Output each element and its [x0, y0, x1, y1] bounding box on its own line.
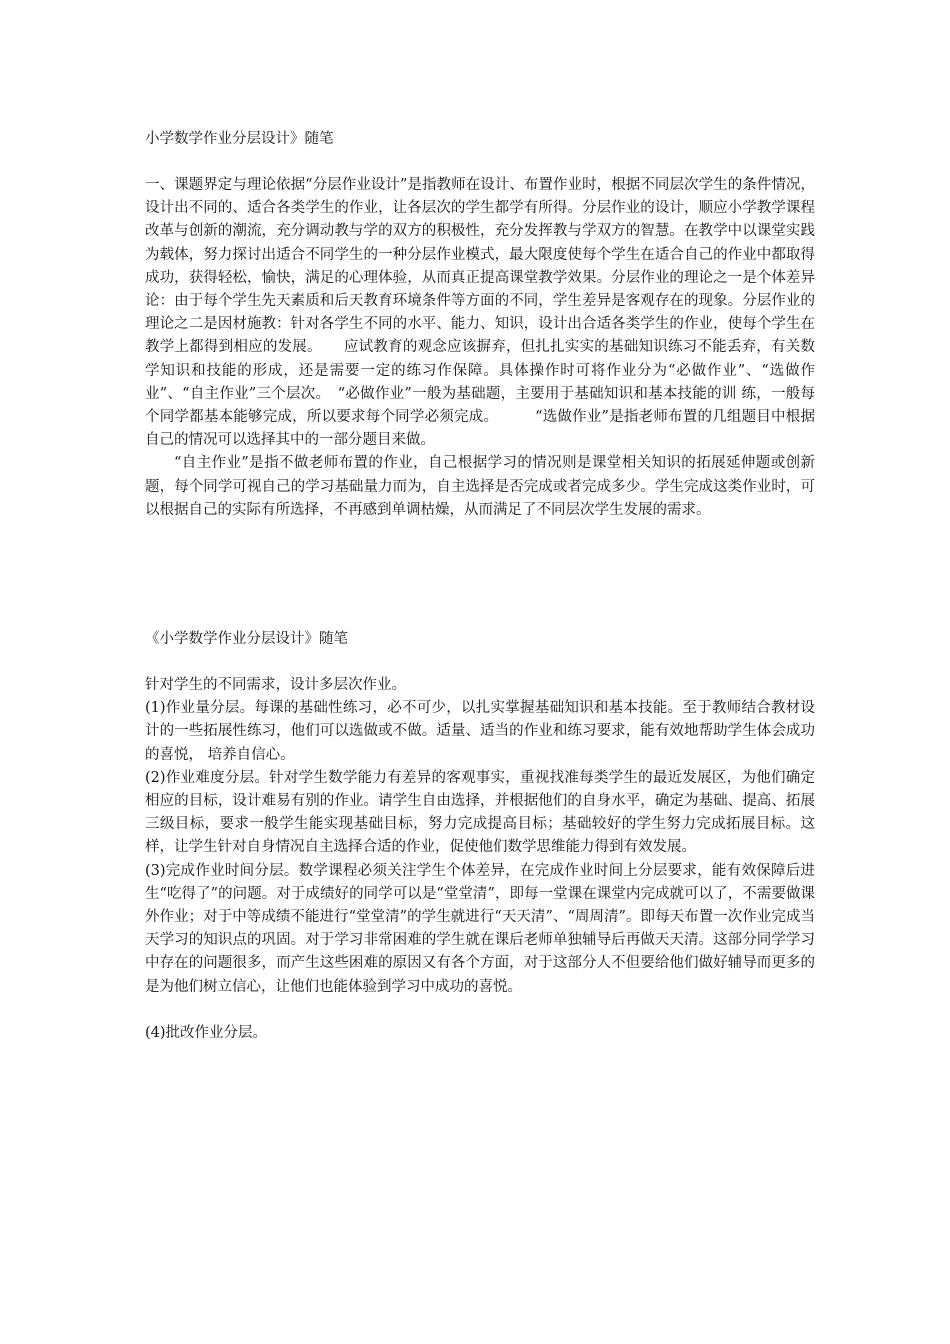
section-spacer	[145, 522, 815, 628]
document-content	[145, 128, 815, 1045]
section2-paragraph-2: (2)作业难度分层。针对学生数学能力有差异的客观事实，重视找准每类学生的最近发展区，为他们确定相应的目标，设计难易有别的作业。请学生自由选择，并根据他们的自身水平，确定为基础、提高、拓展三级目标，要求一般学生能实现基础目标，努力完成提高目标；基础较好的学生努力完成拓展目标。这样，让学生针对自身情况自主选择合适的作业，促使他们数学思维能力得到有效发展。	[145, 769, 815, 856]
section2-paragraph-3: (3)完成作业时间分层。数学课程必须关注学生个体差异，在完成作业时间上分层要求，能有效保障后进生“吃得了”的问题。对于成绩好的同学可以是“堂堂清”，即每一堂课在课堂内完成就可以了，不需要做课外作业；对于中等成绩不能进行“堂堂清”的学生就进行“天天清”、“周周清”。即每天布置一次作业完成当天学习的知识点的巩固。对于学习非常困难的学生就在课后老师单独辅导后再做天天清。这部分同学学习中存在的问题很多，而产生这些困难的原因又有各个方面，对于这部分人不但要给他们做好辅导而更多的是为他们树立信心，让他们也能体验到学习中成功的喜悦。	[145, 862, 815, 995]
section2-paragraph-1: (1)作业量分层。每课的基础性练习，必不可少，以扎实掌握基础知识和基本技能。至于教师结合教材设计的一些拓展性练习，他们可以选做或不做。适量、适当的作业和练习要求，能有效地帮助学生体会成功的喜悦， 培养自信心。	[145, 700, 815, 763]
paragraph-spacer	[145, 999, 815, 1022]
section1-paragraph-2: “自主作业”是指不做老师布置的作业，自己根据学习的情况则是课堂相关知识的拓展延伸题或创新题，每个同学可视自己的学习基础量力而为，自主选择是否完成或者完成多少。学生完成这类作业时，可以根据自己的实际有所选择，不再感到单调枯燥，从而满足了不同层次学生发展的需求。	[145, 455, 815, 518]
section1-paragraph-1: 一、课题界定与理论依据“分层作业设计”是指教师在设计、布置作业时，根据不同层次学生的条件情况，设计出不同的、适合各类学生的作业，让各层次的学生都学有所得。分层作业的设计，顺应小学教学课程改革与创新的潮流，充分调动教与学的双方的积极性，充分发挥教与学双方的智慧。在教学中以课堂实践为载体，努力探讨出适合不同学生的一种分层作业模式，最大限度使每个学生在适合自己的作业中都取得成功，获得轻松，愉快，满足的心理体验，从而真正提高课堂教学效果。分层作业的理论之一是个体差异论：由于每个学生先天素质和后天教育环境条件等方面的不同，学生差异是客观存在的现象。分层作业的理论之二是因材施教：针对各学生不同的水平、能力、知识，设计出合适各类学生的作业，使每个学生在教学上都得到相应的发展。 应试教育的观念应该摒弃，但扎扎实实的基础知识练习不能丢弃，有关数学知识和技能的形成，还是需要一定的练习作保障。具体操作时可将作业分为“必做作业”、“选做作业”、“自主作业”三个层次。 “必做作业”一般为基础题，主要用于基础知识和基本技能的训 练，一般每个同学都基本能够完成，所以要求每个同学必须完成。 “选做作业”是指老师布置的几组题目中根据自己的情况可以选择其中的一部分题目来做。	[145, 177, 815, 449]
section2-title: 《小学数学作业分层设计》随笔	[145, 631, 348, 648]
section1-title: 小学数学作业分层设计》随笔	[145, 131, 334, 147]
section2-paragraph-intro: 针对学生的不同需求，设计多层次作业。	[145, 677, 406, 694]
section2-paragraph-4: (4)批改作业分层。	[145, 1024, 268, 1041]
